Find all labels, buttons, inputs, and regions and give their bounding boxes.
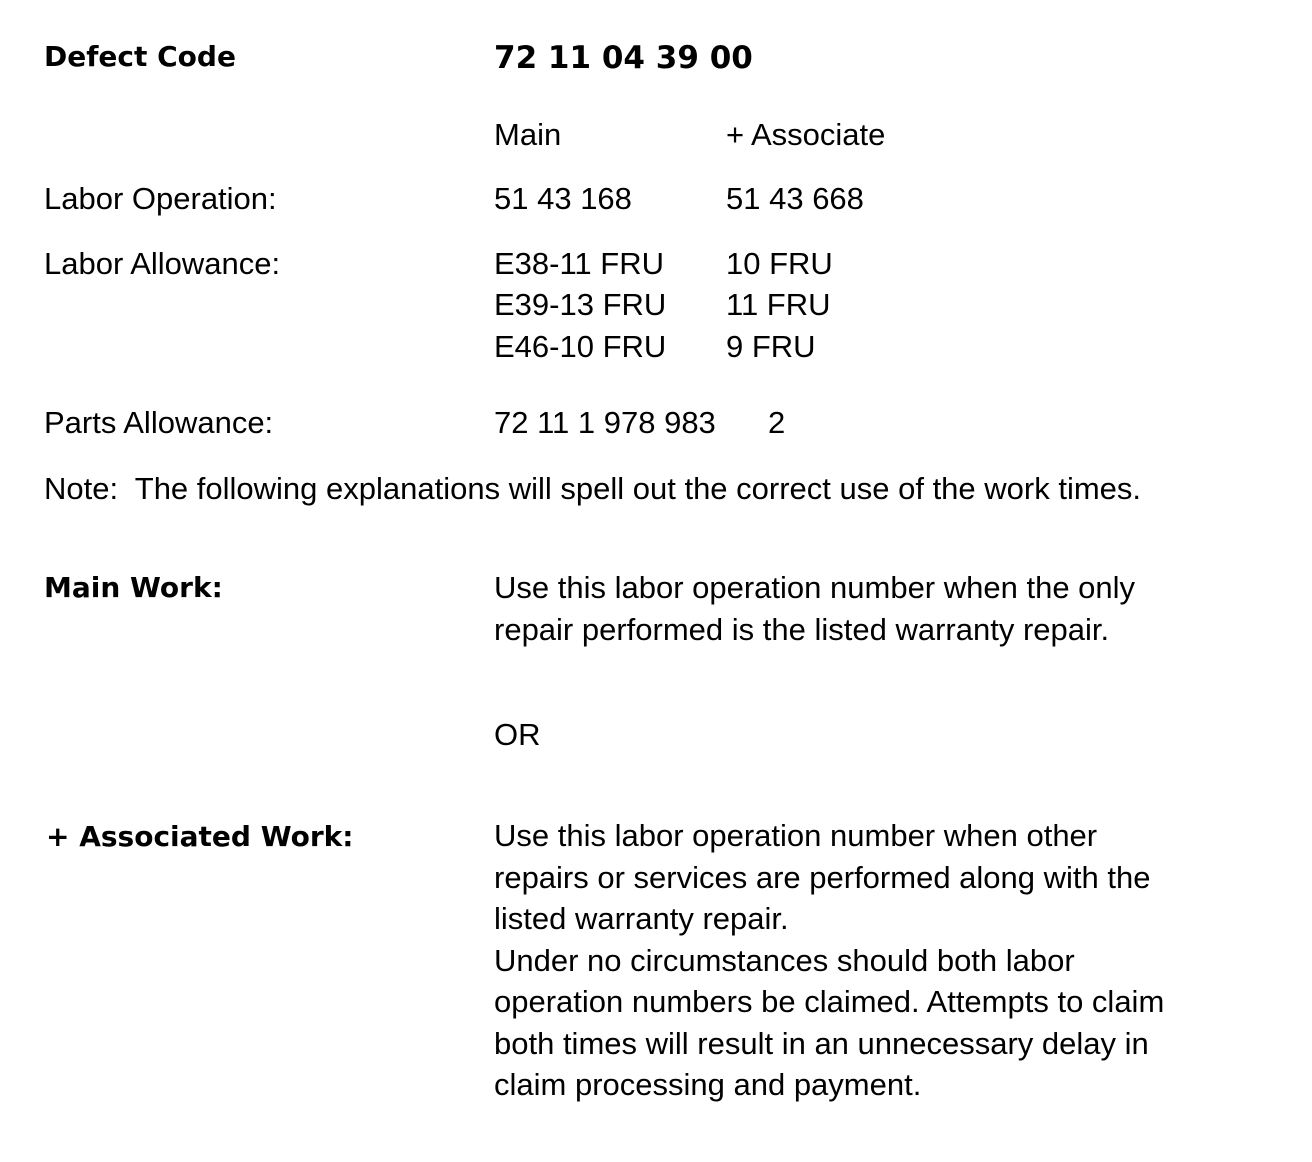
labor-operation-main: 51 43 168 bbox=[494, 181, 632, 216]
parts-allowance-label: Parts Allowance: bbox=[44, 405, 274, 440]
note-text: Note: The following explanations will spell out the correct use of the work times. bbox=[44, 471, 1142, 506]
associated-work-line: repairs or services are performed along with the bbox=[494, 859, 1151, 895]
labor-allowance-main: E38-11 FRU bbox=[494, 246, 664, 281]
associate-column-header: + Associate bbox=[726, 117, 886, 152]
defect-code-label: Defect Code bbox=[44, 40, 236, 73]
associated-work-line: claim processing and payment. bbox=[494, 1067, 922, 1102]
associated-work-line: operation numbers be claimed. Attempts to claim bbox=[494, 984, 1165, 1019]
labor-operation-associate: 51 43 668 bbox=[726, 181, 864, 216]
labor-allowance-main: E46-10 FRU bbox=[494, 329, 667, 364]
parts-allowance-part-number: 72 11 1 978 983 bbox=[494, 405, 716, 440]
labor-allowance-main: E39-13 FRU bbox=[494, 287, 667, 322]
main-work-line: Use this labor operation number when the only bbox=[494, 570, 1136, 605]
labor-operation-label: Labor Operation: bbox=[44, 181, 277, 216]
main-column-header: Main bbox=[494, 117, 562, 152]
associated-work-line: Under no circumstances should both labor bbox=[494, 942, 1075, 978]
labor-allowance-associate: 11 FRU bbox=[726, 287, 831, 322]
associated-work-line: Use this labor operation number when other bbox=[494, 818, 1098, 853]
labor-allowance-associate: 9 FRU bbox=[726, 329, 816, 364]
main-work-description bbox=[494, 567, 1135, 650]
labor-allowance-label: Labor Allowance: bbox=[44, 246, 281, 281]
parts-allowance-quantity: 2 bbox=[768, 405, 786, 440]
labor-allowance-associate: 10 FRU bbox=[726, 246, 833, 281]
defect-code-value: 72 11 04 39 00 bbox=[494, 40, 753, 76]
main-work-label: Main Work: bbox=[44, 571, 223, 604]
or-separator: OR bbox=[494, 717, 541, 752]
main-work-line: repair performed is the listed warranty repair. bbox=[494, 611, 1110, 647]
associated-work-line: listed warranty repair. bbox=[494, 901, 789, 936]
associated-work-line: both times will result in an unnecessary delay in bbox=[494, 1025, 1149, 1061]
associated-work-description bbox=[494, 815, 1164, 1106]
associated-work-label: + Associated Work: bbox=[46, 820, 354, 853]
